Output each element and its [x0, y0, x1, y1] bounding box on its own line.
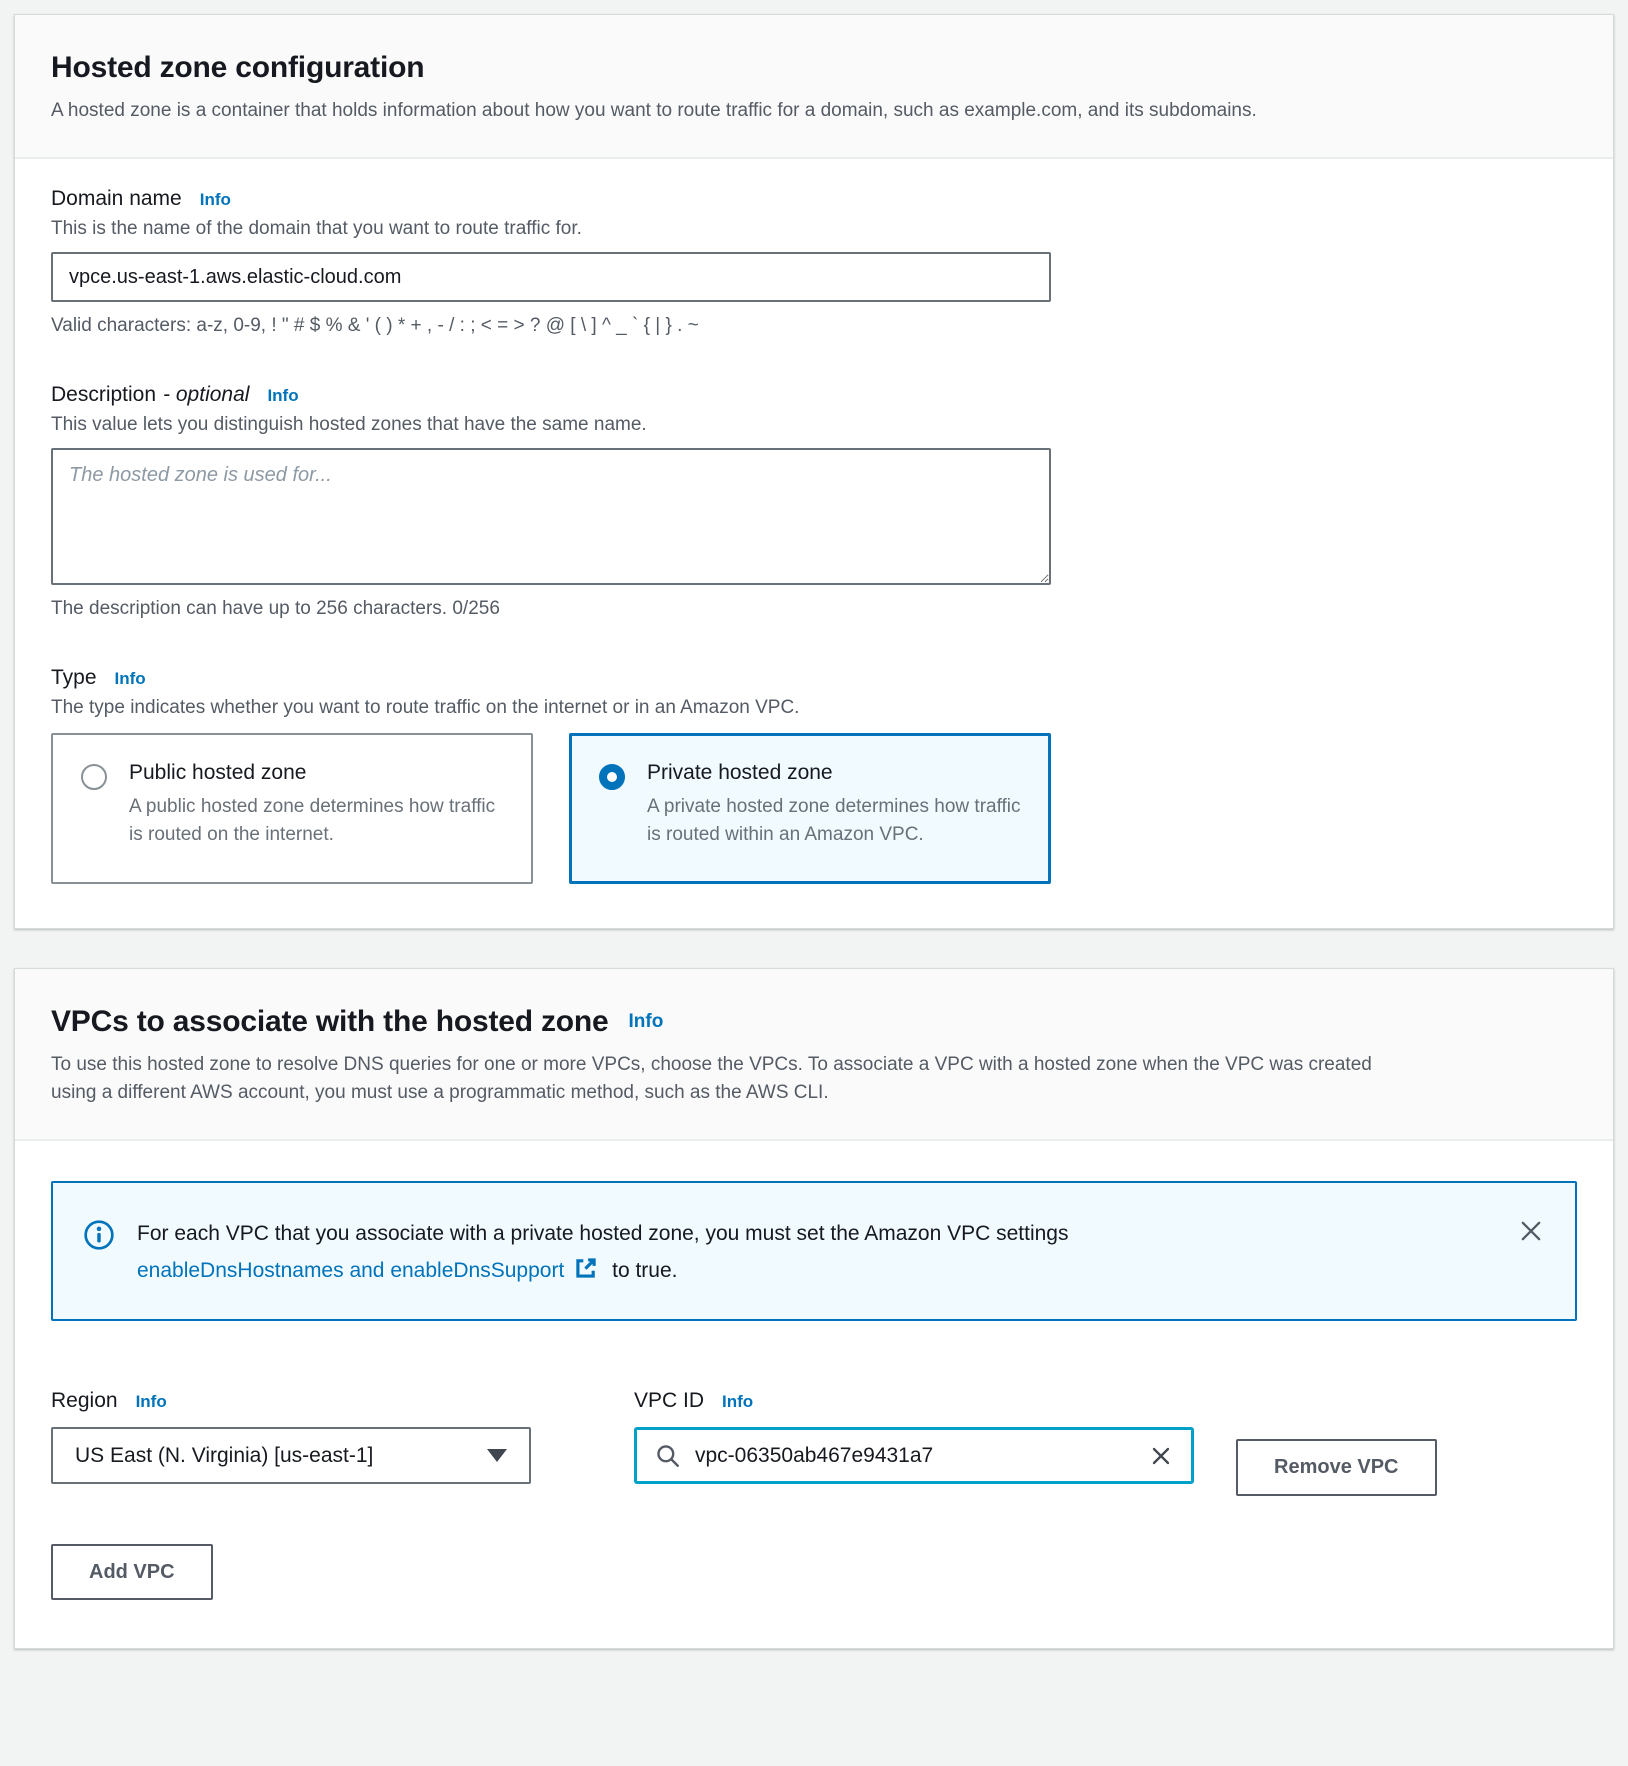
- add-vpc-button[interactable]: Add VPC: [51, 1544, 213, 1600]
- region-label: Region: [51, 1389, 118, 1412]
- type-field-group: [51, 666, 1577, 884]
- type-info-link[interactable]: Info: [114, 669, 146, 688]
- description-optional-suffix: - optional: [163, 383, 250, 406]
- type-field-description: The type indicates whether you want to route traffic on the internet or in an Amazon VPC.: [51, 697, 800, 718]
- vpc-id-field-group: [634, 1389, 1194, 1484]
- vpcs-panel-header: [15, 969, 1613, 1141]
- domain-name-label: Domain name: [51, 187, 182, 210]
- clear-icon: [1149, 1444, 1173, 1468]
- vpc-id-search-input[interactable]: [634, 1427, 1194, 1484]
- hosted-zone-panel-content: [15, 159, 1613, 928]
- description-label: Description: [51, 383, 157, 406]
- hosted-zone-panel-header: [15, 15, 1613, 159]
- vpcs-panel-info-link[interactable]: Info: [628, 1011, 664, 1032]
- vpcs-panel-content: [15, 1141, 1613, 1648]
- vpc-association-row: [51, 1389, 1577, 1496]
- description-textarea[interactable]: [51, 448, 1051, 585]
- remove-vpc-button[interactable]: Remove VPC: [1236, 1439, 1437, 1496]
- public-hosted-zone-title: Public hosted zone: [129, 761, 307, 784]
- alert-message: [137, 1215, 1485, 1289]
- private-hosted-zone-option[interactable]: [569, 733, 1051, 884]
- vpcs-panel-title: VPCs to associate with the hosted zone: [51, 1005, 609, 1038]
- description-info-link[interactable]: Info: [267, 386, 299, 405]
- vpc-id-clear-button[interactable]: [1149, 1444, 1173, 1468]
- description-field-description: This value lets you distinguish hosted zones that have the same name.: [51, 414, 647, 435]
- private-hosted-zone-radio[interactable]: [599, 764, 625, 790]
- region-info-link[interactable]: Info: [135, 1392, 167, 1411]
- domain-name-info-link[interactable]: Info: [199, 190, 231, 209]
- domain-name-field-group: [51, 187, 1577, 337]
- vpcs-panel-description: To use this hosted zone to resolve DNS queries for one or more VPCs, choose the VPCs. To associate a VPC with a hosted zone when the VPC was created using a different AWS account, you must use a programmatic method, such as the AWS CLI.: [51, 1054, 1372, 1103]
- alert-text-after-link: to true.: [612, 1259, 678, 1282]
- vpc-id-info-link[interactable]: Info: [722, 1392, 754, 1411]
- hosted-zone-configuration-panel: [14, 14, 1614, 929]
- public-hosted-zone-radio[interactable]: [81, 764, 107, 790]
- info-circle-icon: [83, 1219, 115, 1256]
- external-link-icon: [574, 1256, 598, 1280]
- private-hosted-zone-description: A private hosted zone determines how traffic is routed within an Amazon VPC.: [647, 796, 1021, 845]
- vpc-settings-info-alert: [51, 1181, 1577, 1321]
- alert-text-before-link: For each VPC that you associate with a private hosted zone, you must set the Amazon VPC settings: [137, 1222, 1069, 1245]
- search-icon: [655, 1443, 681, 1469]
- enable-dns-settings-link[interactable]: enableDnsHostnames and enableDnsSupport: [137, 1259, 606, 1282]
- chevron-down-icon: [487, 1449, 507, 1462]
- type-label: Type: [51, 666, 97, 689]
- type-options: [51, 733, 1577, 884]
- region-field-group: [51, 1389, 531, 1484]
- hosted-zone-panel-title: Hosted zone configuration: [51, 51, 425, 84]
- description-char-counter: The description can have up to 256 characters. 0/256: [51, 598, 500, 619]
- region-selected-value: US East (N. Virginia) [us-east-1]: [75, 1443, 374, 1467]
- close-icon: [1517, 1217, 1545, 1245]
- region-select[interactable]: [51, 1427, 531, 1484]
- public-hosted-zone-option[interactable]: [51, 733, 533, 884]
- domain-name-description: This is the name of the domain that you want to route traffic for.: [51, 218, 582, 239]
- vpc-id-value: vpc-06350ab467e9431a7: [695, 1443, 934, 1467]
- alert-close-button[interactable]: [1517, 1217, 1545, 1245]
- domain-name-constraint-text: Valid characters: a-z, 0-9, ! " # $ % & ' ( ) * + , - / : ; < = > ? @ [ \ ] ^ _ ` { | } . ~: [51, 315, 699, 336]
- vpcs-to-associate-panel: [14, 968, 1614, 1649]
- description-field-group: [51, 383, 1577, 620]
- hosted-zone-panel-description: A hosted zone is a container that holds information about how you want to route traffic for a domain, such as example.com, and its subdomains.: [51, 100, 1257, 121]
- public-hosted-zone-description: A public hosted zone determines how traffic is routed on the internet.: [129, 796, 496, 845]
- private-hosted-zone-title: Private hosted zone: [647, 761, 833, 784]
- vpc-id-label: VPC ID: [634, 1389, 705, 1412]
- domain-name-input[interactable]: [51, 252, 1051, 302]
